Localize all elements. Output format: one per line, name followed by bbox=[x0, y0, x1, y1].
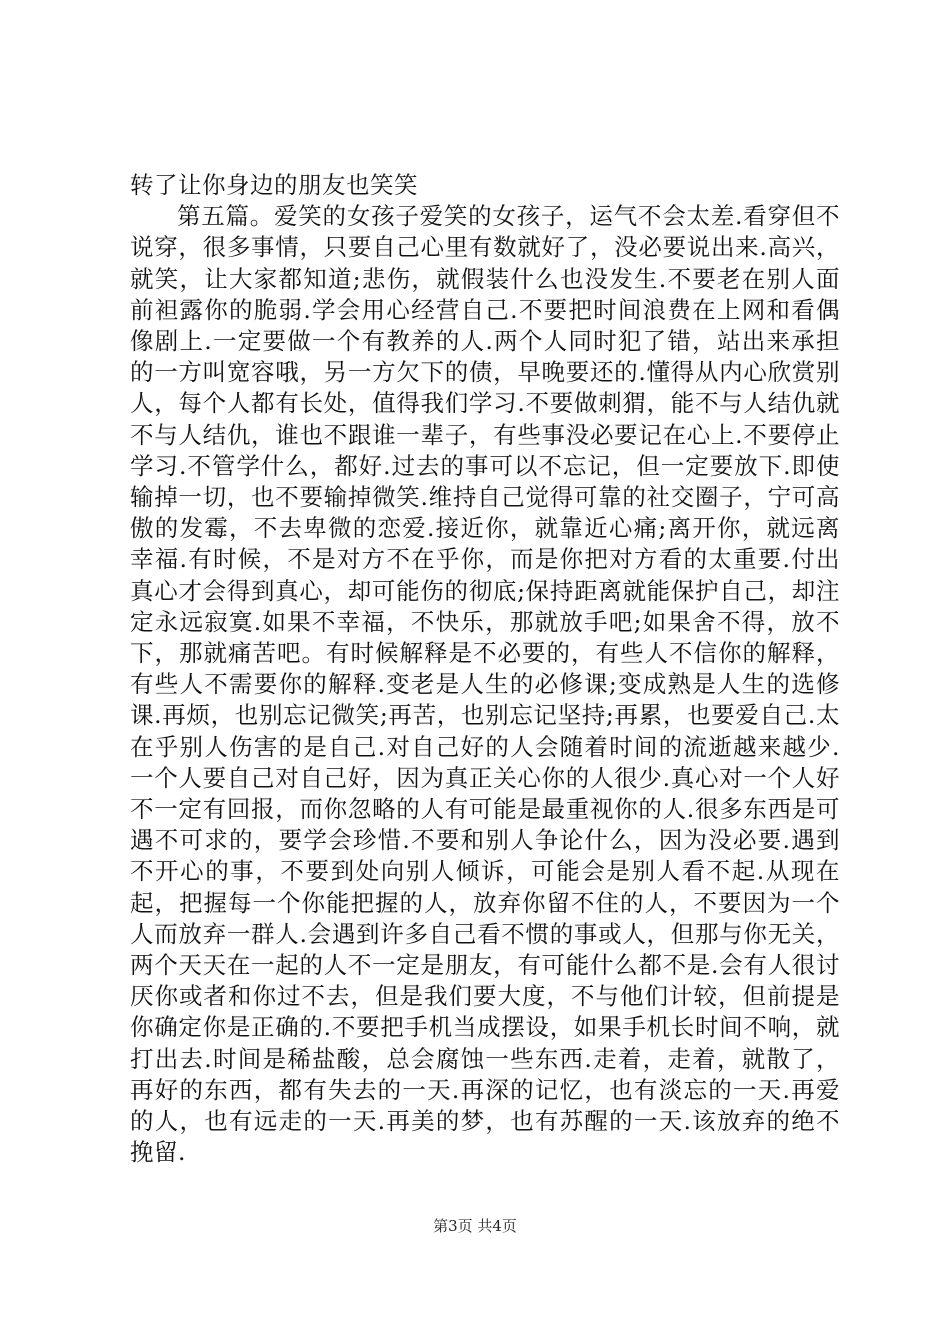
page-footer: 第3页 共4页 bbox=[433, 1217, 517, 1235]
paragraph-continuation: 转了让你身边的朋友也笑笑 bbox=[130, 171, 418, 199]
paragraph-fifth-article: 第五篇。爱笑的女孩子爱笑的女孩子，运气不会太差.看穿但不说穿，很多事情，只要自己心里有数就好了，没必要说出来.高兴，就笑，让大家都知道;悲伤，就假装什么也没发生.不要老在别人面前袒露你的脆弱.学会用心经营自己.不要把时间浪费在上网和看偶像剧上.一定要做一个有教养的人.两个人同时犯了错，站出来承担的一方叫宽容哦，另一方欠下的债，早晚要还的.懂得从内心欣赏别人，每个人都有长处，值得我们学习.不要做刺猬，能不与人结仇就不与人结仇，谁也不跟谁一辈子，有些事没必要记在心上.不要停止学习.不管学什么，都好.过去的事可以不忘记，但一定要放下.即使输掉一切，也不要输掉微笑.维持自己觉得可靠的社交圈子，宁可高傲的发霉，不去卑微的恋爱.接近你，就靠近心痛;离开你，就远离幸福.有时候，不是对方不在乎你，而是你把对方看的太重要.付出真心才会得到真心，却可能伤的彻底;保持距离就能保护自己，却注定永远寂寞.如果不幸福，不快乐，那就放手吧;如果舍不得，放不下，那就痛苦吧。有时候解释是不必要的，有些人不信你的解释，有些人不需要你的解释.变老是人生的必修课;变成熟是人生的选修课.再烦，也别忘记微笑;再苦，也别忘记坚持;再累，也要爱自己.太在乎别人伤害的是自己.对自己好的人会随着时间的流逝越来越少.一个人要自己对自己好，因为真正关心你的人很少.真心对一个人好不一定有回报，而你忽略的人有可能是最重视你的人.很多东西是可遇不可求的，要学会珍惜.不要和别人争论什么，因为没必要.遇到不开心的事，不要到处向别人倾诉，可能会是别人看不起.从现在起，把握每一个你能把握的人，放弃你留不住的人，不要因为一个人而放弃一群人.会遇到许多自己看不惯的事或人，但那与你无关，两个天天在一起的人不一定是朋友，有可能什么都不是.会有人很讨厌你或者和你过不去，但是我们要大度，不与他们计较，但前提是你确定你是正确的.不要把手机当成摆设，如果手机长时间不响，就打出去.时间是稀盐酸，总会腐蚀一些东西.走着，走着，就散了，再好的东西，都有失去的一天.再深的记忆，也有淡忘的一天.再爱的人，也有远走的一天.再美的梦，也有苏醒的一天.该放弃的绝不挽留. bbox=[130, 202, 840, 1167]
document-body bbox=[130, 170, 840, 1169]
